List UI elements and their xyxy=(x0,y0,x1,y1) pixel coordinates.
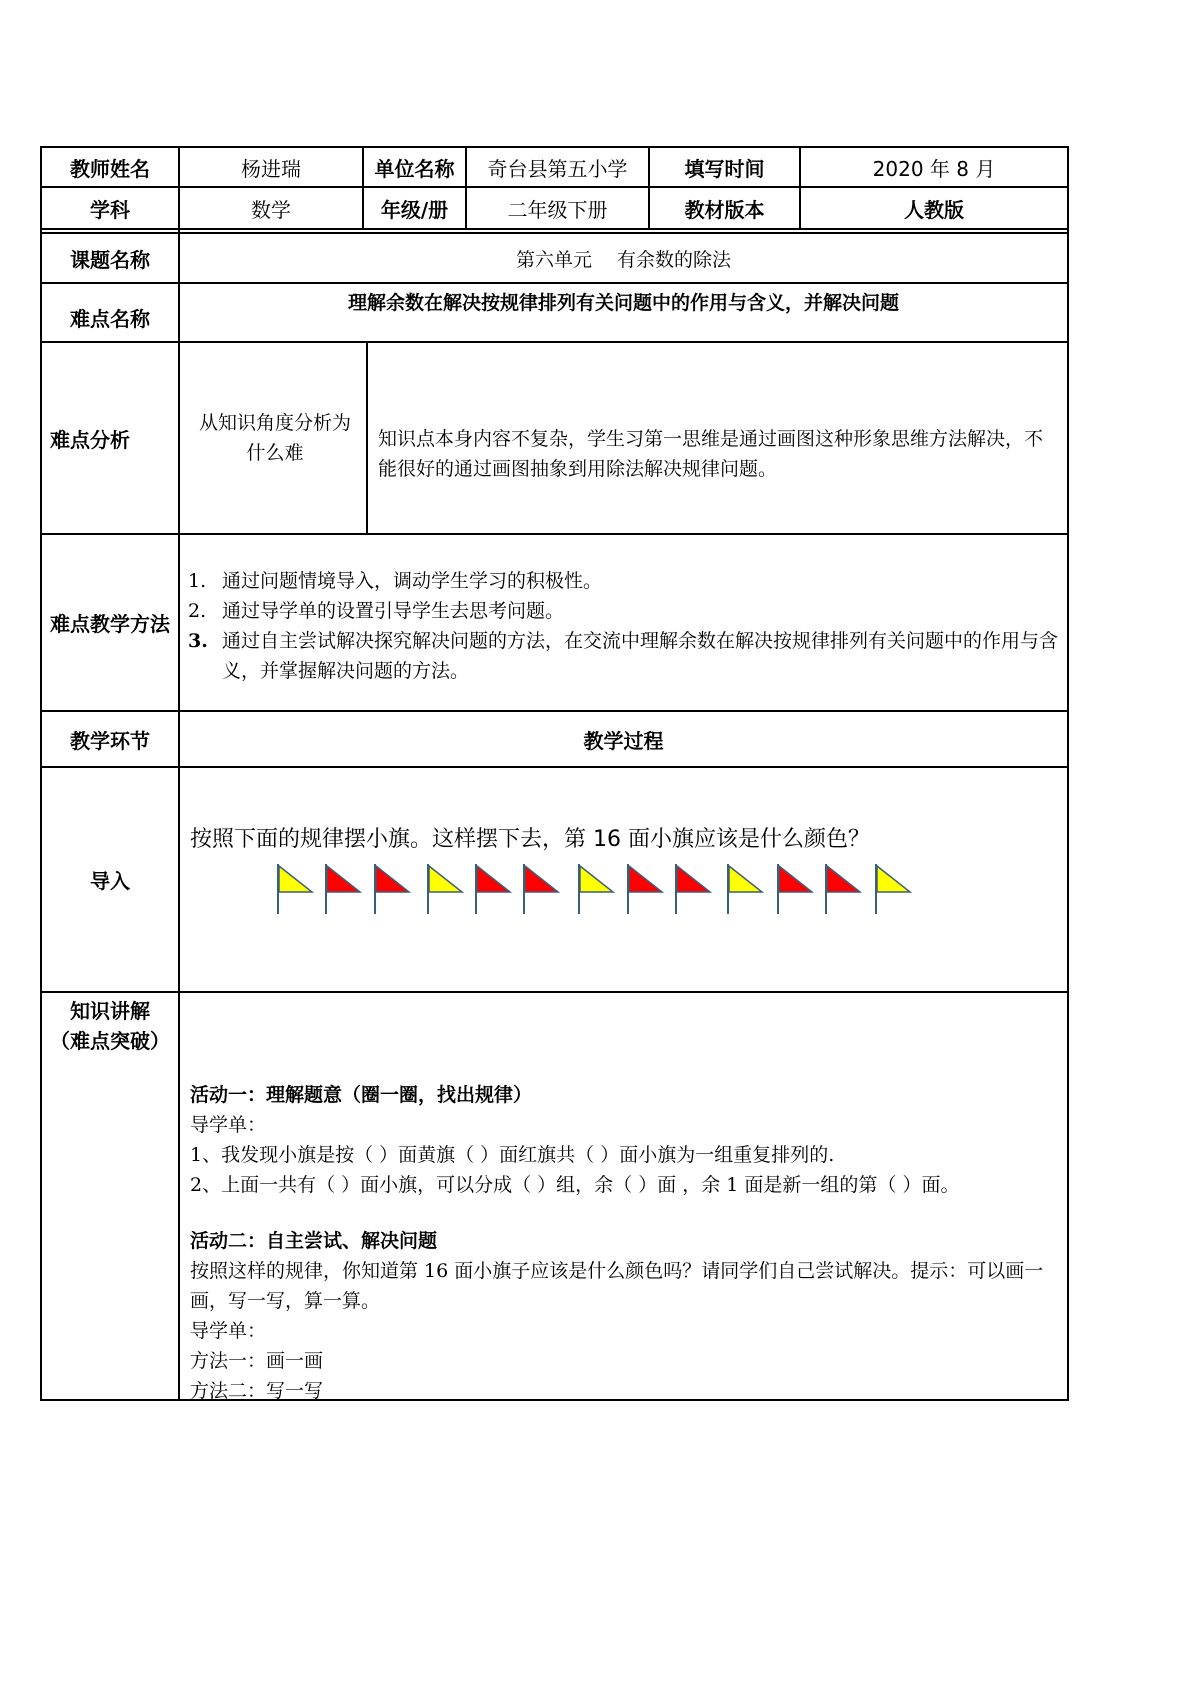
methods-label: 难点教学方法 xyxy=(50,612,170,636)
edition-value: 人教版 xyxy=(904,197,964,222)
activity1-question-2: 2、上面一共有（ ）面小旗，可以分成（ ）组，余（ ）面 ，余 1 面是新一组的第（ ）面。 xyxy=(190,1174,960,1196)
grade-label: 年级/册 xyxy=(380,197,449,222)
difficulty-label: 难点名称 xyxy=(70,307,150,331)
activity2-title: 活动二：自主尝试、解决问题 xyxy=(190,1230,438,1252)
methods-item-text: 通过自主尝试解决探究解决问题的方法，在交流中理解余数在解决按规律排列有关问题中的作用与含义，并掌握解决问题的方法。 xyxy=(222,630,1059,682)
methods-item xyxy=(188,596,1058,626)
difficulty-value: 理解余数在解决按规律排列有关问题中的作用与含义，并解决问题 xyxy=(347,292,899,314)
table-right-border xyxy=(1067,146,1069,1401)
yellow-flag-icon xyxy=(571,858,615,918)
methods-item xyxy=(188,626,1058,686)
methods-item-number: 2. xyxy=(188,600,207,622)
subject-value: 数学 xyxy=(251,197,291,222)
teaching-process-header: 教学过程 xyxy=(583,728,664,753)
activity1-question-1: 1、我发现小旗是按（ ）面黄旗（ ）面红旗共（ ）面小旗为一组重复排列的. xyxy=(190,1144,835,1166)
yellow-flag-icon xyxy=(720,858,764,918)
teacher-name-value: 杨进瑞 xyxy=(241,156,301,181)
analysis-sub-label: 从知识角度分析为什么难 xyxy=(198,412,351,464)
method-1: 方法一：画一画 xyxy=(190,1350,324,1372)
knowledge-content xyxy=(190,1080,1062,1406)
row-divider xyxy=(40,228,1069,230)
knowledge-label xyxy=(42,996,178,1056)
activity1-title: 活动一：理解题意（圈一圈，找出规律） xyxy=(190,1084,533,1106)
flag-row xyxy=(270,858,930,918)
teaching-step-header: 教学环节 xyxy=(70,728,150,753)
red-flag-icon xyxy=(516,858,560,918)
teacher-name-label: 教师姓名 xyxy=(70,156,150,181)
methods-list xyxy=(188,566,1058,686)
activity2-guide: 导学单： xyxy=(190,1320,267,1342)
label-column-divider xyxy=(178,146,180,1401)
red-flag-icon xyxy=(668,858,712,918)
activity1-guide: 导学单： xyxy=(190,1114,267,1136)
fill-time-value: 2020 年 8 月 xyxy=(872,156,996,181)
topic-value: 第六单元 有余数的除法 xyxy=(515,248,732,271)
methods-item-text: 通过导学单的设置引导学生去思考问题。 xyxy=(222,600,565,622)
red-flag-icon xyxy=(770,858,814,918)
method-2: 方法二：写一写 xyxy=(190,1380,324,1402)
methods-item xyxy=(188,566,1058,596)
topic-label: 课题名称 xyxy=(70,247,150,272)
row-divider xyxy=(40,991,1069,993)
knowledge-label-line2: （难点突破） xyxy=(50,1029,170,1053)
methods-item-number: 3. xyxy=(188,630,208,652)
red-flag-icon xyxy=(620,858,664,918)
intro-question: 按照下面的规律摆小旗。这样摆下去，第 16 面小旗应该是什么颜色？ xyxy=(190,827,870,852)
activity2-text: 按照这样的规律，你知道第 16 面小旗子应该是什么颜色吗？请同学们自己尝试解决。提示：可以画一画，写一写，算一算。 xyxy=(190,1260,1044,1312)
intro-label: 导入 xyxy=(90,869,130,893)
grade-value: 二年级下册 xyxy=(507,197,608,222)
subject-label: 学科 xyxy=(90,197,130,222)
edition-label: 教材版本 xyxy=(684,197,765,222)
methods-item-text: 通过问题情境导入，调动学生学习的积极性。 xyxy=(222,570,603,592)
analysis-label: 难点分析 xyxy=(50,427,130,452)
row-divider xyxy=(40,533,1069,535)
yellow-flag-icon xyxy=(420,858,464,918)
red-flag-icon xyxy=(818,858,862,918)
unit-name-label: 单位名称 xyxy=(374,156,455,181)
row-divider xyxy=(40,282,1069,284)
methods-item-number: 1. xyxy=(188,570,207,592)
analysis-column-divider xyxy=(366,341,368,534)
yellow-flag-icon xyxy=(270,858,314,918)
analysis-text: 知识点本身内容不复杂，学生习第一思维是通过画图这种形象思维方法解决，不能很好的通过画图抽象到用除法解决规律问题。 xyxy=(378,428,1044,480)
red-flag-icon xyxy=(468,858,512,918)
row-divider xyxy=(40,766,1069,768)
knowledge-label-line1: 知识讲解 xyxy=(70,999,150,1023)
yellow-flag-icon xyxy=(868,858,912,918)
unit-name-value: 奇台县第五小学 xyxy=(487,156,628,181)
red-flag-icon xyxy=(367,858,411,918)
fill-time-label: 填写时间 xyxy=(684,156,765,181)
red-flag-icon xyxy=(318,858,362,918)
